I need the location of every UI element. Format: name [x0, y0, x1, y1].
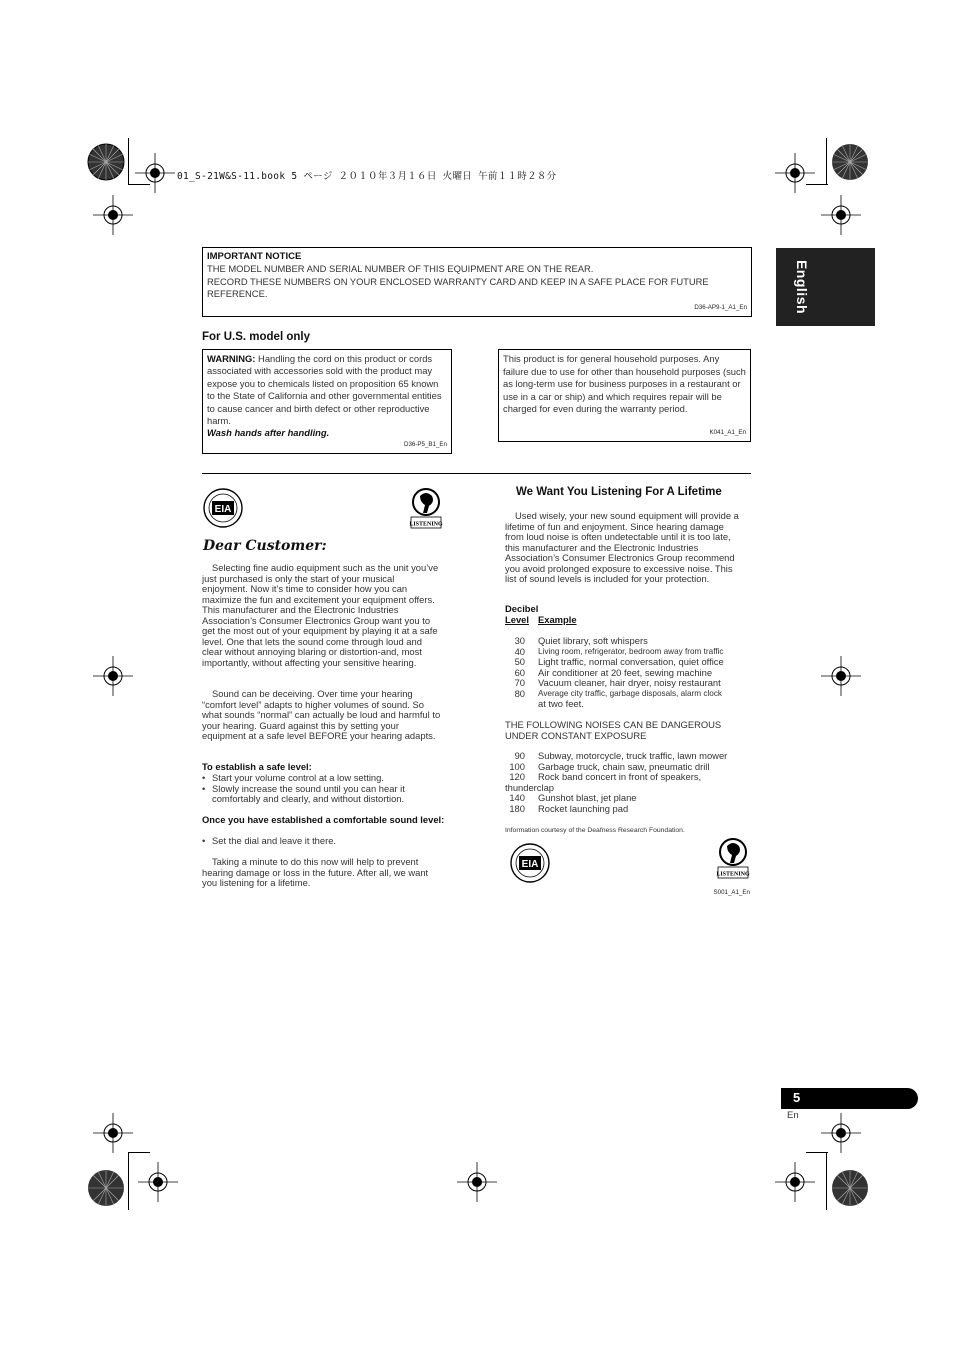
- table-cell-level: 70: [514, 677, 525, 688]
- crosshair-target-3: [93, 195, 133, 235]
- print-header-line: 01_S-21W&S-11.book 5 ページ ２０１０年３月１６日 火曜日 午前１１時２８分: [177, 171, 557, 182]
- crop-line: [826, 138, 827, 184]
- safe-level-list: [202, 773, 442, 805]
- table-cell-example: Rock band concert in front of speakers,: [538, 771, 702, 782]
- crop-line: [128, 138, 129, 184]
- table-cell-example: Light traffic, normal conversation, quiet office: [538, 656, 724, 667]
- table-cell-example: thunderclap: [505, 781, 554, 793]
- table-cell-level: 140: [509, 792, 525, 803]
- important-notice-title: IMPORTANT NOTICE: [207, 251, 302, 262]
- table-head-example: Example: [538, 614, 577, 625]
- warning-code: D36-P5_B1_En: [404, 441, 447, 448]
- table-cell-example: at two feet.: [538, 698, 584, 709]
- table-cell-level: 100: [509, 760, 525, 772]
- lifetime-heading: We Want You Listening For A Lifetime: [516, 486, 722, 498]
- decibel-table: [505, 636, 750, 710]
- household-code: K041_A1_En: [709, 429, 746, 436]
- language-side-tab-label: English: [794, 259, 810, 315]
- list-item-text: Start your volume control at a low setting.: [212, 772, 384, 783]
- table-cell-level: 50: [514, 656, 525, 667]
- important-notice-line1: THE MODEL NUMBER AND SERIAL NUMBER OF THIS EQUIPMENT ARE ON THE REAR.: [207, 263, 594, 274]
- table-cell-example: Average city traffic, garbage disposals, alarm clock: [538, 688, 723, 698]
- registration-mark-top-right-dial: [830, 142, 870, 182]
- list-item-text: Set the dial and leave it there.: [212, 835, 337, 846]
- registration-mark-bottom-right-dial: [830, 1168, 870, 1208]
- crosshair-target-10: [457, 1162, 497, 1202]
- table-row: [505, 793, 750, 804]
- list-item-text: Slowly increase the sound until you can hear it comfortably and clearly, and without distortion.: [212, 782, 405, 804]
- table-cell-level: 90: [514, 750, 525, 761]
- crosshair-target-6: [821, 656, 861, 696]
- table-cell-example: Vacuum cleaner, hair dryer, noisy restaurant: [538, 677, 721, 688]
- crop-line: [128, 184, 150, 185]
- list-item: • Set the dial and leave it there.: [202, 835, 337, 846]
- table-cell-example: Garbage truck, chain saw, pneumatic drill: [538, 760, 710, 772]
- household-box: [498, 349, 751, 442]
- listening-logo-text: LISTENING: [409, 521, 443, 528]
- comfort-level-list: [202, 836, 442, 847]
- important-notice-line2: RECORD THESE NUMBERS ON YOUR ENCLOSED WARRANTY CARD AND KEEP IN A SAFE PLACE FOR FUTURE REFERENCE.: [207, 275, 709, 299]
- warning-wash-text: Wash hands after handling.: [207, 427, 330, 439]
- section-divider: [202, 473, 751, 474]
- page-number: 5: [793, 1090, 801, 1105]
- crop-line: [826, 1152, 827, 1210]
- table-row: [505, 636, 750, 647]
- table-row-continuation: [505, 699, 750, 710]
- listening-logo-2: [714, 836, 752, 887]
- credit-text: Information courtesy of the Deafness Research Foundation.: [505, 827, 685, 834]
- crosshair-target-9: [138, 1162, 178, 1202]
- listening-logo: [407, 486, 445, 537]
- table-head-decibel: Decibel: [505, 603, 539, 614]
- listening-logo-2-text: LISTENING: [716, 871, 750, 878]
- list-item: • Slowly increase the sound until you can hear it comfortably and clearly, and without distortion.: [202, 784, 442, 805]
- table-cell-example: Subway, motorcycle, truck traffic, lawn mower: [538, 750, 728, 761]
- crop-line: [806, 184, 828, 185]
- crosshair-target-7: [93, 1113, 133, 1153]
- left-para-2: Sound can be deceiving. Over time your hearing “comfort level” adapts to higher volumes of sound. So what sounds “normal” can actually be loud and harmful to your hearing. Guard against this by setting your equipment at a safe level BEFORE your hearing adapts.: [202, 688, 441, 741]
- lifetime-intro: Used wisely, your new sound equipment will provide a lifetime of fun and enjoyment. Since hearing damage from loud noise is often undetectable until it is too late, this manufacturer and the Electronic Industries Association’s Consumer Electronics Group recommend you avoid prolonged exposure to excessive noise. This list of sound levels is included for your protection.: [505, 510, 739, 584]
- table-cell-example: Air conditioner at 20 feet, sewing machine: [538, 666, 713, 678]
- important-notice-code: D36-AP9-1_A1_En: [694, 304, 747, 311]
- page-lang: En: [787, 1110, 799, 1121]
- crosshair-target-11: [775, 1162, 815, 1202]
- table-row: [505, 657, 750, 668]
- eia-logo-2: [510, 842, 550, 889]
- lifetime-code: S001_A1_En: [713, 889, 750, 896]
- page-number-tab: [781, 1088, 918, 1109]
- danger-heading: THE FOLLOWING NOISES CAN BE DANGEROUS UNDER CONSTANT EXPOSURE: [505, 719, 722, 741]
- warning-body: Handling the cord on this product or cords associated with accessories sold with the product may expose you to chemicals listed on proposition 65 known to the State of California and other governmental entities to cause cancer and birth defect or other reproductive harm.: [207, 353, 442, 427]
- crosshair-target-5: [93, 656, 133, 696]
- eia-logo-text: EIA: [214, 504, 232, 515]
- table-row: [505, 772, 750, 783]
- dear-customer-salutation: Dear Customer:: [203, 538, 327, 554]
- us-model-heading: For U.S. model only: [202, 331, 310, 343]
- table-cell-example: Gunshot blast, jet plane: [538, 792, 637, 803]
- danger-table: [505, 751, 750, 814]
- table-row: [505, 804, 750, 815]
- table-cell-level: 30: [514, 635, 525, 646]
- table-row: [505, 678, 750, 689]
- warning-box: [202, 349, 452, 454]
- left-para-3: Taking a minute to do this now will help to prevent hearing damage or loss in the future. After all, we want you listening for a lifetime.: [202, 856, 429, 888]
- table-cell-level: 40: [514, 645, 525, 657]
- table-cell-example: Rocket launching pad: [538, 802, 629, 814]
- registration-mark-top-left-dial: [86, 142, 126, 182]
- table-cell-level: 60: [514, 666, 525, 678]
- comfort-level-heading: Once you have established a comfortable sound level:: [202, 814, 445, 825]
- table-head-level: Level: [505, 614, 529, 625]
- crosshair-target-4: [821, 195, 861, 235]
- table-cell-example: Quiet library, soft whispers: [538, 635, 648, 646]
- table-row: [505, 751, 750, 762]
- crosshair-target-1: [135, 153, 175, 193]
- household-text: This product is for general household purposes. Any failure due to use for other than household purposes (such as long-term use for business purposes in a restaurant or use in a car or ship) and which requires repair will be charged for even during the warranty period.: [503, 353, 746, 414]
- eia-logo: [203, 487, 243, 534]
- crosshair-target-8: [821, 1113, 861, 1153]
- list-item: • Start your volume control at a low setting.: [202, 772, 384, 783]
- crop-line: [128, 1152, 150, 1153]
- crop-line: [806, 1152, 828, 1153]
- crop-line: [128, 1152, 129, 1210]
- table-cell-level: 120: [509, 771, 525, 782]
- eia-logo-2-text: EIA: [521, 859, 539, 870]
- language-side-tab: [776, 248, 875, 326]
- registration-mark-bottom-left-dial: [86, 1168, 126, 1208]
- table-cell-example: Living room, refrigerator, bedroom away from traffic: [538, 646, 724, 656]
- warning-text: [207, 353, 447, 427]
- important-notice-box: [202, 247, 752, 317]
- left-para-1: Selecting fine audio equipment such as the unit you’ve just purchased is only the start of your musical enjoyment. Now it’s time to consider how you can maximize the fun and excitement your equipment offers. This manufacturer and the Electronic Industries Association’s Consumer Electronics Group want you to get the most out of your equipment by playing it at a safe level. One that lets the sound come through loud and clear without annoying blaring or distortion-and, most importantly, without affecting your sensitive hearing.: [202, 562, 439, 668]
- table-cell-level: 80: [514, 687, 525, 699]
- table-cell-level: 180: [509, 802, 525, 814]
- warning-label: WARNING:: [207, 353, 256, 364]
- crosshair-target-2: [775, 153, 815, 193]
- safe-level-heading: To establish a safe level:: [202, 761, 312, 772]
